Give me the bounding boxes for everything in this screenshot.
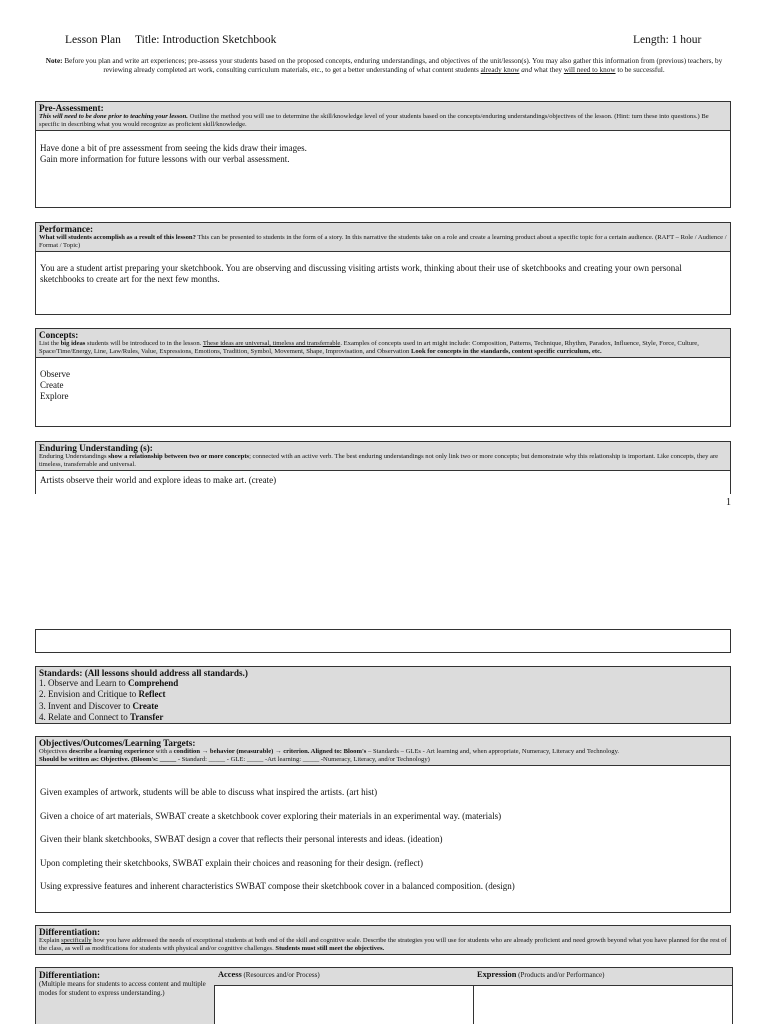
- differentiation-desc-2: how you have addressed the needs of exceptional students at both end of the skill and cognitive scale. Describe the strategies you will use for students who are already proficient and need growth beyond what you have planned for the rest of the class, as well as modifications for students with physical and/or cognitive challenges.: [39, 937, 727, 952]
- concepts-header: [36, 329, 730, 358]
- standard-keyword: Transfer: [129, 712, 164, 723]
- objectives-desc-bold-1: describe a learning experience: [68, 748, 155, 755]
- standard-keyword: Comprehend: [127, 678, 179, 688]
- objectives-section: [35, 736, 731, 913]
- access-title: Access: [218, 970, 242, 979]
- concepts-desc-3: . Examples of concepts used in art might include: Composition, Patterns, Technique, Rhythm, Paradox, Influence, Style, Force, Culture, Space/Time/Energy, Line, Law/Rules, Value, Expressions, Emotions, Tradition, Symbol, Movement, Shape, Improvisation, and Observation: [39, 340, 699, 355]
- expression-sub: (Products and/or Performance): [516, 971, 605, 979]
- enduring-understanding-header: [36, 442, 730, 471]
- performance-header: [36, 223, 730, 252]
- differentiation-section: [35, 925, 731, 955]
- pre-assessment-line-1: Have done a bit of pre assessment from seeing the kids draw their images.: [40, 143, 307, 154]
- concepts-description: [39, 340, 727, 355]
- objective-item: Using expressive features and inherent characteristics SWBAT compose their sketchbook cover in a balanced composition. (design): [40, 881, 515, 892]
- objective-item: Given a choice of art materials, SWBAT create a sketchbook cover exploring their materials in an experimental way. (materials): [40, 810, 502, 821]
- planning-note: [36, 57, 732, 76]
- differentiation-table: [35, 967, 733, 1024]
- objectives-desc-2: with a: [154, 748, 174, 755]
- objectives-body[interactable]: [36, 766, 730, 911]
- objectives-header: [36, 737, 730, 766]
- pre-assessment-line-2: Gain more information for future lessons with our verbal assessment.: [40, 154, 290, 165]
- note-and: and: [519, 66, 533, 75]
- concepts-section: [35, 328, 731, 427]
- standards-section: [35, 666, 731, 724]
- page-number: 1: [726, 497, 731, 508]
- pre-assessment-section: [35, 101, 731, 208]
- objectives-title: Objectives/Outcomes/Learning Targets:: [39, 738, 196, 748]
- objective-item: Given examples of artwork, students will be able to discuss what inspired the artists. (art hist): [40, 787, 378, 798]
- pre-assessment-header: [36, 102, 730, 131]
- concepts-title: Concepts:: [39, 330, 79, 340]
- pre-assessment-body[interactable]: [36, 131, 730, 171]
- performance-desc-bold: What will students accomplish as a result of this lesson?: [39, 234, 196, 241]
- lesson-plan-label: Lesson Plan: [65, 34, 121, 46]
- objective-item: Given their blank sketchbooks, SWBAT design a cover that reflects their personal interests and ideas. (ideation): [40, 834, 443, 845]
- lesson-length: Length: 1 hour: [633, 34, 702, 46]
- performance-title: Performance:: [39, 224, 94, 234]
- concepts-universal: These ideas are universal, timeless and transferrable: [202, 340, 341, 347]
- expression-header: [473, 968, 732, 986]
- standard-text: 2. Envision and Critique to: [39, 689, 139, 700]
- concept-item: Create: [40, 380, 64, 391]
- access-cell[interactable]: [214, 986, 473, 1025]
- standard-item: [39, 678, 727, 689]
- objectives-desc-1: Objectives: [39, 748, 69, 755]
- note-text-1: Before you plan and write art experiences; pre-assess your students based on the proposed concepts, enduring understandings, and objectives of the unit/lesson(s). You may also gather this information from (previous) teachers, by reviewing already completed art work, consulting curriculum materials, etc., to get a better understanding of what content students: [62, 57, 723, 75]
- lesson-title: Title: Introduction Sketchbook: [135, 34, 277, 46]
- differentiation-title: Differentiation:: [39, 927, 101, 937]
- expression-title: Expression: [477, 970, 517, 979]
- pre-assessment-desc: Outline the method you will use to determine the skill/knowledge level of your students based on the concepts/enduring understandings/objectives of the lesson. (Hint: turn these into questions.) Be specific in describing what you would recognize as proficient skill/knowledge.: [39, 113, 709, 128]
- note-text-2: what they: [532, 66, 564, 75]
- concept-item: Explore: [40, 391, 69, 402]
- standard-item: [39, 712, 727, 723]
- concepts-body[interactable]: [36, 358, 730, 408]
- enduring-desc-1: Enduring Understandings: [39, 453, 109, 460]
- note-already-know: already know: [480, 66, 520, 75]
- standard-text: 4. Relate and Connect to: [39, 712, 130, 723]
- access-header: [214, 968, 473, 986]
- differentiation-desc-bold: Students must still meet the objectives.: [275, 944, 385, 952]
- concept-item: Observe: [40, 369, 70, 380]
- pre-assessment-title: Pre-Assessment:: [39, 103, 104, 113]
- concepts-desc-bold: Look for concepts in the standards, content specific curriculum, etc.: [410, 347, 602, 355]
- pre-assessment-desc-bold: This will need to be done prior to teaching your lesson.: [39, 113, 188, 120]
- objectives-desc-bold-2: condition → behavior (measurable) → criterion. Aligned to: Bloom's: [173, 748, 367, 755]
- enduring-understanding-description: [39, 453, 727, 468]
- standard-keyword: Create: [132, 700, 159, 711]
- enduring-desc-bold: show a relationship between two or more concepts: [108, 453, 250, 460]
- differentiation-table-desc: (Multiple means for students to access content and multiple modes for student to express understanding.): [39, 980, 206, 997]
- expression-column: [473, 968, 732, 1024]
- empty-field-box[interactable]: [35, 629, 731, 653]
- standard-keyword: Reflect: [138, 689, 166, 700]
- enduring-understanding-body[interactable]: Artists observe their world and explore ideas to make art. (create): [40, 475, 277, 486]
- enduring-understanding-section: [35, 441, 731, 494]
- differentiation-table-title: Differentiation:: [39, 970, 101, 980]
- access-column: [214, 968, 474, 1024]
- access-sub: (Resources and/or Process): [241, 971, 320, 979]
- note-label: Note:: [45, 57, 63, 65]
- performance-description: [39, 234, 727, 249]
- note-text-3: to be successful.: [615, 66, 665, 75]
- performance-body[interactable]: You are a student artist preparing your sketchbook. You are observing and discussing visiting artists work, thinking about their use of sketchbooks and creating your own personal sketchbooks to create art for the next few months.: [40, 263, 682, 285]
- differentiation-specifically: specifically: [61, 937, 92, 944]
- pre-assessment-description: [39, 113, 727, 128]
- objectives-desc-bold-3: Should be written as: Objective. (Bloom's: _____: [39, 755, 177, 763]
- performance-section: [35, 222, 731, 315]
- differentiation-desc-1: Explain: [39, 937, 62, 944]
- standard-text: 3. Invent and Discover to: [39, 700, 133, 711]
- differentiation-description: [39, 937, 727, 952]
- objectives-desc-4: - Standard: _____ - GLE: _____ -Art learning: _____ -Numeracy, Literacy, and/or Technology): [176, 755, 430, 763]
- concepts-desc-2: students will be introduced to in the lesson.: [85, 340, 203, 347]
- standard-item: [39, 689, 727, 700]
- expression-cell[interactable]: [473, 986, 732, 1025]
- enduring-desc-2: ; connected with an active verb. The best enduring understandings not only link two or more concepts; but demonstrate why this relationship is important. Like concepts, they are timeless, transferrable and universal.: [39, 453, 719, 468]
- concepts-desc-1: List the: [39, 340, 61, 347]
- performance-desc: This can be presented to students in the form of a story. In this narrative the students take on a role and create a learning product about a specific topic for a certain audience. (RAFT – Role / Audience / Format / Topic): [39, 234, 727, 249]
- concepts-big-ideas: big ideas: [60, 340, 86, 347]
- enduring-understanding-title: Enduring Understanding (s):: [39, 443, 153, 453]
- standard-item: [39, 701, 727, 712]
- standard-text: 1. Observe and Learn to: [39, 678, 128, 688]
- note-will-need-to-know: will need to know: [563, 66, 616, 75]
- objectives-desc-3: – Standards – GLEs - Art learning and, when appropriate, Numeracy, Literacy and Technology.: [366, 748, 620, 755]
- objectives-description: [39, 748, 727, 763]
- differentiation-table-label-cell: [36, 968, 215, 1024]
- objective-item: Upon completing their sketchbooks, SWBAT explain their choices and reasoning for their design. (reflect): [40, 857, 423, 868]
- standards-title: Standards: (All lessons should address all standards.): [39, 668, 248, 678]
